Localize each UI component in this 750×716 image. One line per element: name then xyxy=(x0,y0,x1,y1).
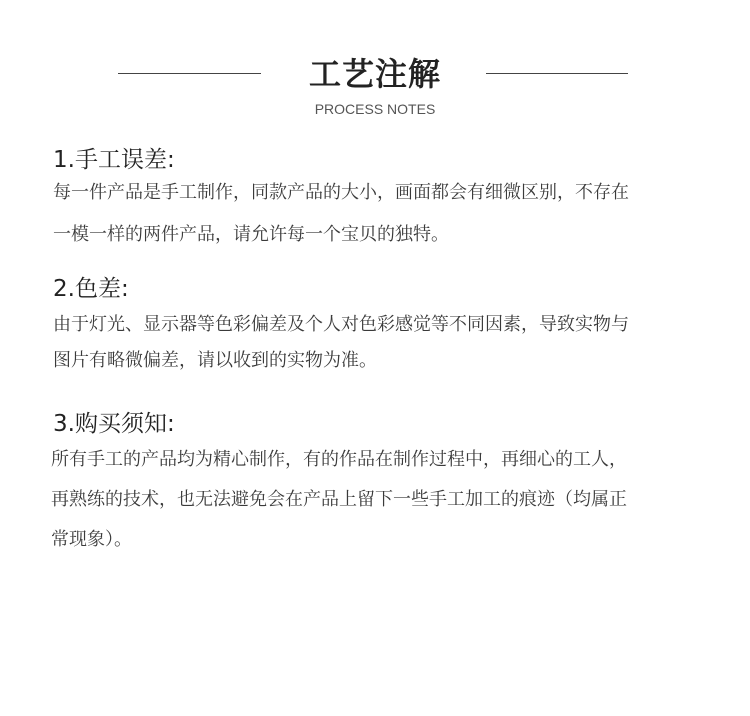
note-text-line: 一模一样的两件产品，请允许每一个宝贝的独特。 xyxy=(53,224,449,245)
page-subtitle: PROCESS NOTES xyxy=(314,101,436,117)
note-text-line: 每一件产品是手工制作，同款产品的大小，画面都会有细微区别，不存在 xyxy=(53,182,629,203)
note-text-line: 由于灯光、显示器等色彩偏差及个人对色彩感觉等不同因素，导致实物与 xyxy=(53,314,629,335)
note-text-line: 常现象）。 xyxy=(51,529,132,550)
section-header xyxy=(0,52,750,122)
note-text-line: 图片有略微偏差，请以收到的实物为准。 xyxy=(53,350,377,371)
page-title: 工艺注解 xyxy=(308,55,441,93)
note-text-line: 再熟练的技术，也无法避免会在产品上留下一些手工加工的痕迹（均属正 xyxy=(51,489,627,510)
header-divider-right xyxy=(486,73,628,74)
note-heading: 3.购买须知: xyxy=(53,411,175,437)
note-text-line: 所有手工的产品均为精心制作，有的作品在制作过程中，再细心的工人， xyxy=(51,449,627,470)
note-heading: 2.色差: xyxy=(53,276,129,302)
note-heading: 1.手工误差: xyxy=(53,147,175,173)
